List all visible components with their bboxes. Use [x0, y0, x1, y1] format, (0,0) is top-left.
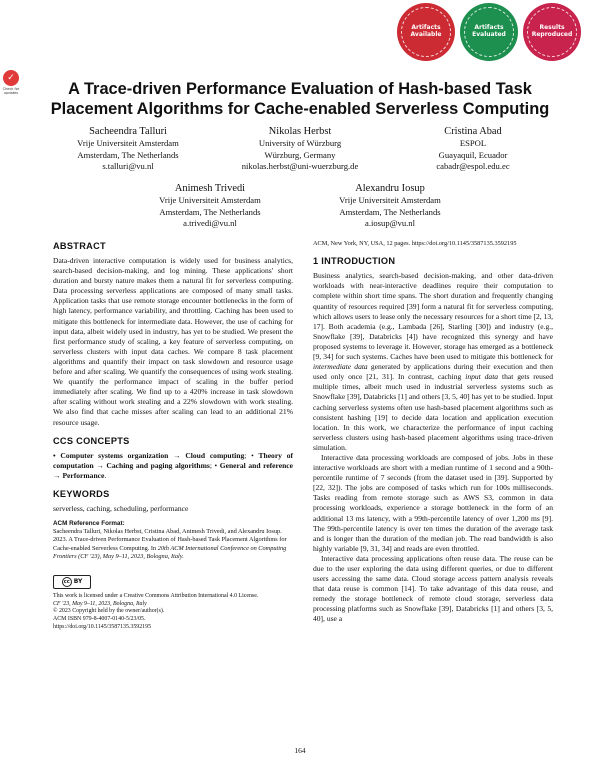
introduction-heading: 1 INTRODUCTION [313, 256, 396, 267]
author-name: Cristina Abad [444, 126, 502, 137]
creative-commons-icon [53, 575, 91, 589]
license-logo[interactable] [53, 575, 293, 589]
author-email[interactable]: a.trivedi@vu.nl [183, 218, 237, 229]
author-5 [315, 182, 465, 230]
copyright-line: © 2023 Copyright held by the owner/author(s). [53, 608, 165, 615]
author-affiliation: Vrije Universiteit Amsterdam [77, 138, 179, 148]
left-column [53, 241, 293, 631]
page-number: 164 [294, 746, 306, 755]
ccs-term: Performance [62, 470, 105, 480]
author-location: Würzburg, Germany [264, 149, 336, 160]
artifacts-available-badge-icon [397, 3, 455, 61]
intro-paragraph-2: Interactive data processing workloads are composed of jobs. Jobs in these interactive workloads are short with a median runtime of 1 second and a 90th-percentile runtime of 7 seconds (from the dataset used in [39]. Supported by [22, 32]). The jobs are composed of tasks which run for 100s milliseconds. Tasks reading from remote storage such as AWS S3, common in data processing workloads, experience a storage bottleneck in the form of an additional 13 ms latency, with a 99th-percentile latency of over 1,200 ms [9]. The 99th-percentile latency is over ten times the duration of the average task and is longer than the duration of the median job. The read bandwidth is also highly variable [9, 31, 34] and reads are even throttled. [313, 452, 553, 553]
ccs-term: General and reference [219, 460, 293, 470]
abstract-heading: ABSTRACT [53, 241, 106, 251]
ccs-separator: ; • [209, 460, 220, 470]
acm-reference-continued: ACM, New York, NY, USA, 12 pages. https://doi.org/10.1145/3587135.3592195 [313, 240, 517, 247]
author-name: Animesh Trivedi [174, 183, 246, 194]
author-location: Amsterdam, The Netherlands [77, 149, 179, 160]
author-email[interactable]: s.talluri@vu.nl [102, 161, 154, 172]
ccs-heading: CCS CONCEPTS [53, 435, 130, 446]
keywords-text: serverless, caching, scheduling, performance [53, 503, 189, 513]
author-location: Guayaquil, Ecuador [438, 149, 508, 160]
badge-label: Results Reproduced [531, 24, 573, 38]
ccs-arrow: → [93, 460, 107, 470]
ccs-concepts [53, 451, 293, 481]
paper-title [40, 79, 560, 119]
acm-reference-body: Sacheendra Talluri, Nikolas Herbst, Cristina Abad, Animesh Trivedi, and Alexandru Iosup. 2023. A Trace-driven Performance Evaluation of Hash-based Task Placement Algorithms for Cache-enabled Serverless Computing. In [53, 527, 287, 552]
check-for-updates-logo[interactable] [2, 70, 20, 95]
ccs-arrow: → [168, 450, 186, 460]
isbn-line: ACM ISBN 979-8-4007-0140-5/23/05. [53, 615, 146, 622]
author-affiliation: ESPOL [459, 138, 487, 148]
abstract-text: Data-driven interactive computation is widely used for business analytics, search-based decision-making, and log mining. These applications' short duration and bursty nature makes them a natural fit for serverless computing. Data processing serverless applications are composed of many small tasks. Application tasks that use remote storage encounter bottlenecks in the form of high latency, performance variability, and throttling. Caching has been used to mitigate this bottleneck for intermediate data. However, the use of caching for input data, albeit widely used in industry, has yet to be studied. We present the first performance study of scaling, a key feature of serverless computing, on serverless clusters with input data caches. We compare 8 task placement algorithms and quantify their impact on task slowdown and resource usage before and after scaling. We quantify the consequences of using work stealing. We quantify the performance impact of scaling in the buffer period immediately after scaling. We find up to a 420% increase in task slowdown after scaling without work stealing and a 22% slowdown with work stealing. We also find that cache misses after scaling can lead to an additional 21% resource usage. [53, 256, 293, 427]
right-column [313, 241, 553, 625]
author-affiliation: Vrije Universiteit Amsterdam [339, 195, 441, 205]
keywords-heading: KEYWORDS [53, 488, 110, 499]
author-4 [135, 182, 285, 230]
intro-paragraph-1 [313, 271, 553, 453]
author-1 [53, 125, 203, 173]
doi-line[interactable]: https://doi.org/10.1145/3587135.3592195 [53, 623, 152, 630]
ccs-term: Cloud computing [185, 450, 245, 460]
artifacts-evaluated-badge-icon [460, 3, 518, 61]
license-text: This work is licensed under a Creative Commons Attribution International 4.0 License. [53, 593, 259, 600]
ccs-arrow: → [53, 470, 63, 480]
title-line-2: Placement Algorithms for Cache-enabled Serverless Computing [50, 100, 550, 118]
results-reproduced-badge-icon [523, 3, 581, 61]
author-location: Amsterdam, The Netherlands [339, 206, 441, 217]
author-2 [220, 125, 380, 173]
acm-reference-heading: ACM Reference Format: [53, 519, 125, 527]
intro-emphasis: input data [465, 372, 499, 382]
author-name: Nikolas Herbst [268, 126, 332, 137]
author-email[interactable]: nikolas.herbst@uni-wuerzburg.de [241, 161, 359, 172]
by-label: BY [73, 578, 83, 586]
ccs-separator: ; • [244, 450, 259, 460]
intro-paragraph-3: Interactive data processing applications often reuse data. The reuse can be due to the user exploring the data using different queries, or due to different users accessing the same data. Cloud storage access pattern analysis reveals that data reuse is common [14]. To take advantage of this data reuse, and remedy the storage bottleneck of remote cloud storage, serverless data processing platforms such as Snowflake [39], Databricks [1] and others [3, 5, 40], use a [313, 553, 553, 624]
ccs-end: . [104, 470, 107, 480]
author-name: Sacheendra Talluri [89, 126, 167, 137]
author-3 [398, 125, 548, 173]
author-email[interactable]: a.iosup@vu.nl [365, 218, 415, 229]
author-affiliation: Vrije Universiteit Amsterdam [159, 195, 261, 205]
author-affiliation: University of Würzburg [258, 138, 342, 148]
ccs-term: Caching and paging algorithms [106, 460, 210, 470]
check-for-updates-caption: Check for updates [2, 87, 20, 96]
intro-emphasis: intermediate data [313, 362, 368, 372]
acm-reference-text [53, 528, 293, 561]
acm-reference-venue: 20th ACM International Conference on Computing Frontiers (CF '23), May 9–11, 2023, Bologna, Italy. [53, 544, 287, 560]
author-location: Amsterdam, The Netherlands [159, 206, 261, 217]
title-line-1: A Trace-driven Performance Evaluation of Hash-based Task [68, 80, 532, 98]
badge-label: Artifacts Available [410, 24, 442, 38]
check-icon: ✓ [3, 70, 19, 86]
intro-text: generated by applications during their execution and then used only once [21, 31]. In contrast, caching [313, 362, 553, 382]
ccs-term: • Computer systems organization [53, 450, 169, 460]
acm-badges [397, 3, 581, 61]
intro-text: Business analytics, search-based decision-making, and other data-driven workloads with near-interactive deadlines require their computation to complete within short time spans. The short duration and frequently changing quantity of resources required [39] form a natural fit for serverless computing, which allows users to lease only the necessary resources for a short time [2, 13, 17]. Both academia (e.g., Lambada [26], Starling [30]) and industry (e.g., Snowflake [39], Databricks [4]) have recognized this synergy and have proposed systems to leverage it. However, storage has emerged as a bottleneck [9, 34] for such systems. Caches have been used to mitigate this bottleneck for [313, 271, 553, 362]
author-name: Alexandru Iosup [355, 183, 425, 194]
intro-text: that gets reused multiple times, albeit much used in industrial serverless systems such as Snowflake [39], Databricks [1] and others [3, 5, 40] has yet to be studied. Input caching serverless systems often use hash-based placement algorithms such as consistent hashing [19] to decide data location and application execution location. In this work, we characterize the performance of input caching serverless clusters using hash-based placement algorithms using trace-driven simulation. [313, 372, 553, 452]
author-email[interactable]: cabadr@espol.edu.ec [436, 161, 510, 172]
conference-line: CF '23, May 9–11, 2023, Bologna, Italy [53, 600, 147, 607]
badge-label: Artifacts Evaluated [472, 24, 506, 38]
ccs-term: Theory of computation [53, 450, 293, 470]
cc-label: cc [62, 577, 72, 587]
